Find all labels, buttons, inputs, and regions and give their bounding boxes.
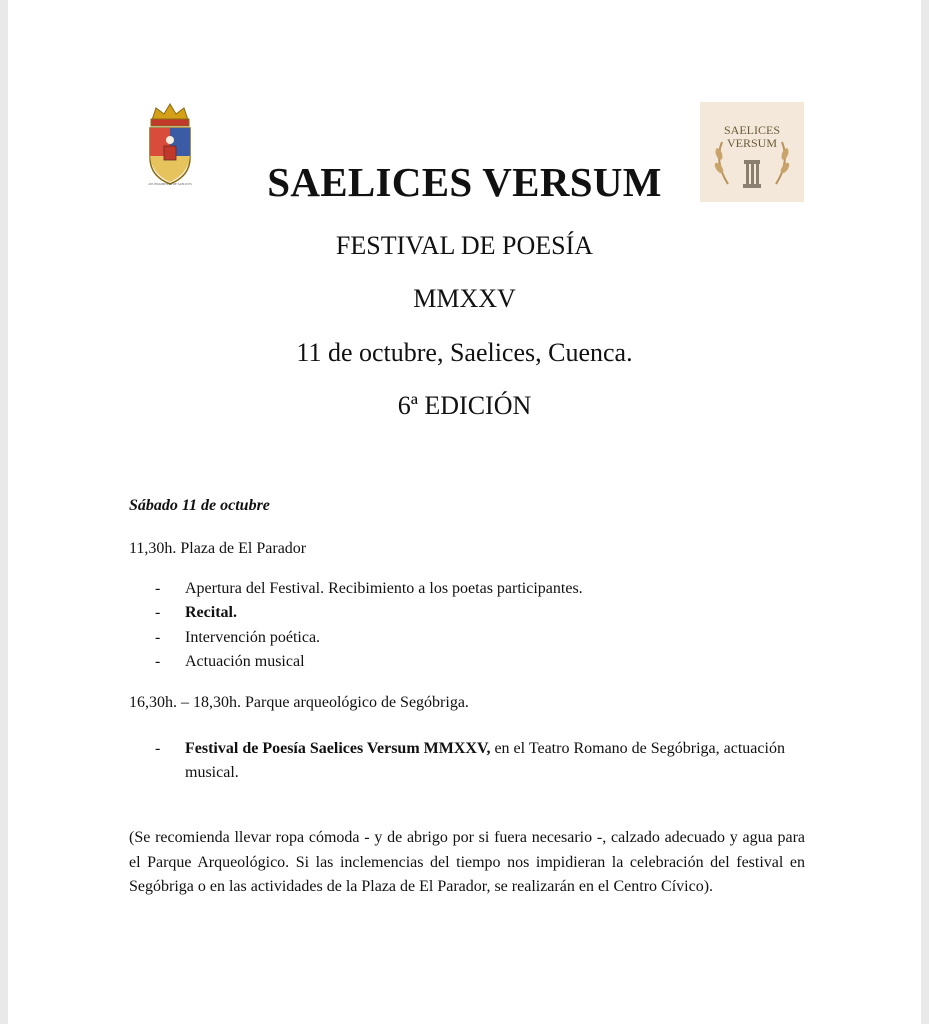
crest-caption: AYUNTAMIENTO DE SAELICES	[148, 182, 192, 186]
bullet-dash: -	[155, 652, 161, 670]
bullet-dash: -	[155, 580, 161, 597]
advisory-note: (Se recomienda llevar ropa cómoda - y de abrigo por si fuera necesario -, calzado adecuado y agua para el Parque Arqueológico. Si las inclemencias del tiempo nos impidieran la celebración del festival en Segóbriga o en las actividades de la Plaza de El Parador, se realizarán en el Centro Cívico).	[129, 829, 805, 895]
slot2-list	[155, 737, 795, 786]
bullet-dash: -	[155, 628, 161, 646]
festival-edition: 6ª EDICIÓN	[397, 391, 532, 420]
festival-date-place: 11 de octubre, Saelices, Cuenca.	[296, 338, 633, 367]
list-item: - Intervención poética.	[155, 626, 583, 650]
logo-line1: SAELICES	[723, 123, 781, 137]
bullet-dash: -	[155, 604, 161, 622]
slot2-item-rest: en el Teatro Romano de Segóbriga, actuación musical.	[185, 740, 785, 782]
page-title: SAELICES VERSUM	[267, 159, 662, 205]
list-item: - Apertura del Festival. Recibimiento a los poetas participantes.	[155, 577, 583, 601]
bullet-dash: -	[155, 740, 161, 757]
slot2-item-bold: Festival de Poesía Saelices Versum MMXXV,	[185, 740, 491, 757]
program-day: Sábado 11 de octubre	[129, 497, 270, 514]
festival-subtitle: FESTIVAL DE POESÍA	[335, 231, 594, 260]
slot2-time-place: 16,30h. – 18,30h. Parque arqueológico de Segóbriga.	[129, 694, 469, 711]
slot1-time-place: 11,30h. Plaza de El Parador	[129, 540, 307, 557]
slot1-list	[155, 577, 583, 674]
list-item: - Actuación musical	[155, 650, 583, 674]
list-item	[155, 737, 795, 786]
logo-line2: VERSUM	[726, 136, 778, 150]
list-item: - Recital.	[155, 601, 583, 625]
festival-year: MMXXV	[413, 284, 516, 313]
